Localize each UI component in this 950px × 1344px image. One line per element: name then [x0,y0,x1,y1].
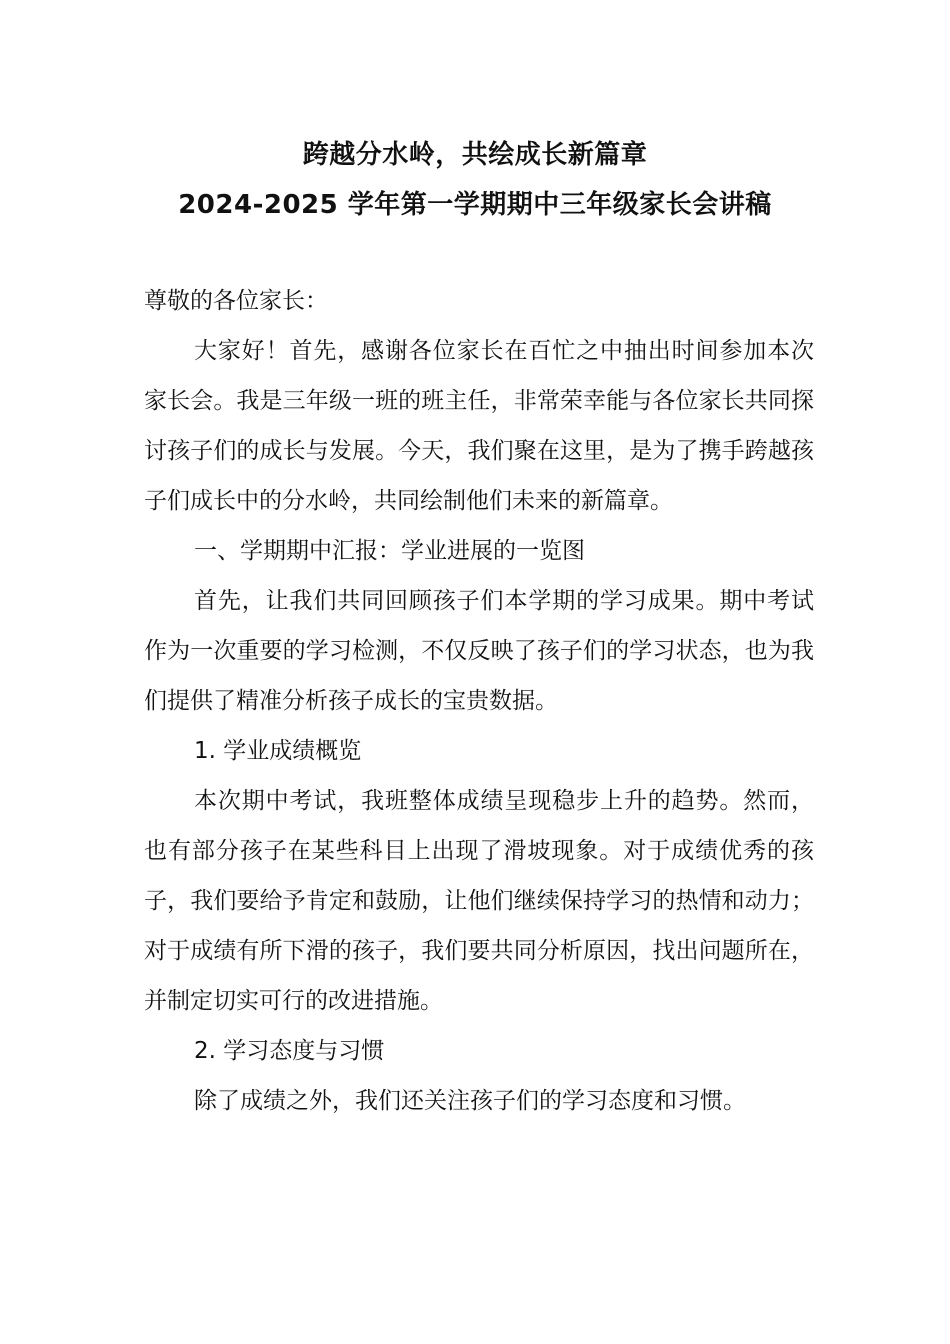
paragraph-grades: 本次期中考试，我班整体成绩呈现稳步上升的趋势。然而，也有部分孩子在某些科目上出现了滑坡现象。对于成绩优秀的孩子，我们要给予肯定和鼓励，让他们继续保持学习的热情和动力；对于成绩有所下滑的孩子，我们要共同分析原因，找出问题所在，并制定切实可行的改进措施。 [144,788,814,1014]
section-heading-midterm-report: 一、学期期中汇报：学业进展的一览图 [194,538,585,564]
paragraph-review: 首先，让我们共同回顾孩子们本学期的学习成果。期中考试作为一次重要的学习检测，不仅反映了孩子们的学习状态，也为我们提供了精准分析孩子成长的宝贵数据。 [144,588,814,714]
paragraph-opening: 大家好！首先，感谢各位家长在百忙之中抽出时间参加本次家长会。我是三年级一班的班主任，非常荣幸能与各位家长共同探讨孩子们的成长与发展。今天，我们聚在这里，是为了携手跨越孩子们成长中的分水岭，共同绘制他们未来的新篇章。 [144,338,814,514]
title-block [0,130,950,230]
subheading-attitude-habits: 2. 学习态度与习惯 [194,1038,385,1064]
document-body [144,276,814,1126]
document-title: 跨越分水岭，共绘成长新篇章 [302,140,648,170]
document-subtitle: 2024-2025 学年第一学期期中三年级家长会讲稿 [178,190,772,220]
greeting: 尊敬的各位家长： [144,288,328,314]
subheading-grades-overview: 1. 学业成绩概览 [194,738,362,764]
paragraph-attitude: 除了成绩之外，我们还关注孩子们的学习态度和习惯。 [194,1088,746,1114]
